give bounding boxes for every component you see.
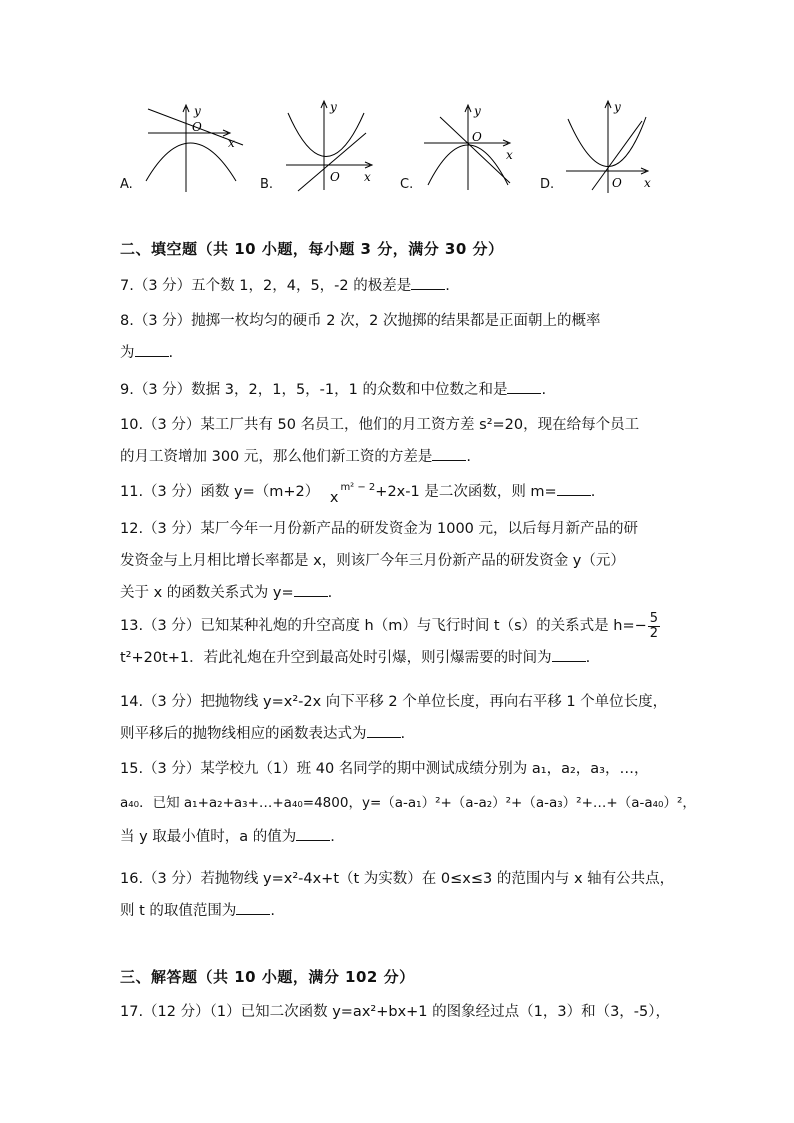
question-text: 17.（12 分）（1）已知二次函数 y=ax²+bx+1 的图象经过点（1，3）和（3，-5）， — [120, 1004, 671, 1020]
question-text: 则 t 的取值范围为 — [120, 903, 237, 919]
option-label: D. — [540, 177, 555, 192]
question-end: . — [466, 449, 472, 465]
base-variable: x — [329, 490, 339, 506]
question-end: . — [590, 484, 596, 500]
fraction-denominator: 2 — [649, 625, 659, 641]
power-expression — [330, 476, 375, 510]
question-text: 10.（3 分）某工厂共有 50 名员工，他们的月工资方差 s²=20，现在给每个员工 — [120, 417, 640, 433]
graph-a-svg — [118, 95, 248, 195]
graph-option-a — [118, 95, 268, 195]
option-label: C. — [400, 177, 414, 192]
x-axis-label: x — [228, 136, 235, 150]
y-axis-label: y — [330, 100, 337, 114]
question-text: 7.（3 分）五个数 1，2，4，5，-2 的极差是 — [120, 278, 412, 294]
graph-b-svg — [258, 95, 388, 195]
question-end: . — [270, 903, 276, 919]
y-axis-label: y — [474, 104, 481, 118]
question-12 — [120, 513, 680, 609]
graph-option-b — [258, 95, 408, 195]
graph-d-svg — [538, 95, 668, 195]
answer-blank — [294, 582, 328, 597]
question-text: 发资金与上月相比增长率都是 x，则该厂今年三月份新产品的研发资金 y（元） — [120, 553, 625, 569]
question-13 — [120, 610, 680, 674]
question-end: . — [327, 585, 333, 601]
origin-label: O — [612, 176, 622, 190]
section-title-answer: 三、解答题（共 10 小题，满分 102 分） — [120, 968, 415, 986]
graph-option-d — [538, 95, 688, 195]
question-end: . — [541, 382, 547, 398]
question-end: . — [585, 650, 591, 666]
answer-blank — [236, 900, 270, 915]
question-text: 的月工资增加 300 元，那么他们新工资的方差是 — [120, 449, 433, 465]
answer-blank — [296, 826, 330, 841]
exponent: m² − 2 — [340, 482, 376, 493]
answer-blank — [557, 481, 591, 496]
question-text: 15.（3 分）某学校九（1）班 40 名同学的期中测试成绩分别为 a₁，a₂，a₃，…， — [120, 761, 649, 777]
question-end: . — [400, 726, 406, 742]
question-16 — [120, 863, 700, 927]
option-label: B. — [260, 177, 274, 192]
answer-blank — [552, 647, 586, 662]
origin-label: O — [472, 130, 482, 144]
graph-option-c — [398, 95, 548, 195]
question-9 — [120, 374, 680, 406]
question-text: 16.（3 分）若抛物线 y=x²-4x+t（t 为实数）在 0≤x≤3 的范围内与 x 轴有公共点， — [120, 871, 675, 887]
question-text: 8.（3 分）抛掷一枚均匀的硬币 2 次，2 次抛掷的结果都是正面朝上的概率 — [120, 313, 601, 329]
question-text: 则平移后的抛物线相应的函数表达式为 — [120, 726, 367, 742]
question-text: t²+20t+1．若此礼炮在升空到最高处时引爆，则引爆需要的时间为 — [120, 650, 552, 666]
question-text: 11.（3 分）函数 y=（m+2） — [120, 484, 320, 500]
section-title-fill-in: 二、填空题（共 10 小题，每小题 3 分，满分 30 分） — [120, 240, 504, 258]
question-text: 13.（3 分）已知某种礼炮的升空高度 h（m）与飞行时间 t（s）的关系式是 h=− — [120, 618, 647, 634]
origin-label: O — [330, 170, 340, 184]
question-text: 为 — [120, 345, 135, 361]
y-axis-label: y — [194, 104, 201, 118]
answer-blank — [367, 723, 401, 738]
question-8 — [120, 305, 680, 369]
question-14 — [120, 686, 680, 750]
question-7 — [120, 270, 680, 302]
question-text: a₄₀．已知 a₁+a₂+a₃+…+a₄₀=4800，y=（a-a₁）²+（a-a₂）²+（a-a₃）²+…+（a-a₄₀）²， — [120, 795, 696, 811]
x-axis-label: x — [364, 170, 371, 184]
question-end: . — [168, 345, 174, 361]
option-label: A. — [120, 177, 133, 192]
answer-blank — [432, 446, 466, 461]
question-15 — [120, 753, 700, 853]
answer-blank — [135, 342, 169, 357]
question-10 — [120, 409, 680, 473]
x-axis-label: x — [644, 176, 651, 190]
question-text: 当 y 取最小值时，a 的值为 — [120, 829, 297, 845]
question-text: 14.（3 分）把抛物线 y=x²-2x 向下平移 2 个单位长度，再向右平移 1 个单位长度， — [120, 694, 668, 710]
question-17 — [120, 996, 700, 1028]
question-text: +2x-1 是二次函数，则 m= — [375, 484, 557, 500]
fraction — [648, 612, 660, 641]
answer-blank — [411, 275, 445, 290]
question-11 — [120, 476, 680, 510]
y-axis-label: y — [614, 100, 621, 114]
question-end: . — [330, 829, 335, 845]
question-end: . — [445, 278, 450, 294]
fraction-numerator: 5 — [649, 610, 659, 626]
graph-options — [0, 95, 794, 195]
origin-label: O — [192, 120, 202, 134]
answer-blank — [507, 379, 541, 394]
question-text: 关于 x 的函数关系式为 y= — [120, 585, 294, 601]
x-axis-label: x — [506, 148, 513, 162]
question-text: 9.（3 分）数据 3，2，1，5，-1，1 的众数和中位数之和是 — [120, 382, 508, 398]
graph-c-svg — [398, 95, 528, 195]
question-text: 12.（3 分）某厂今年一月份新产品的研发资金为 1000 元，以后每月新产品的研 — [120, 521, 639, 537]
